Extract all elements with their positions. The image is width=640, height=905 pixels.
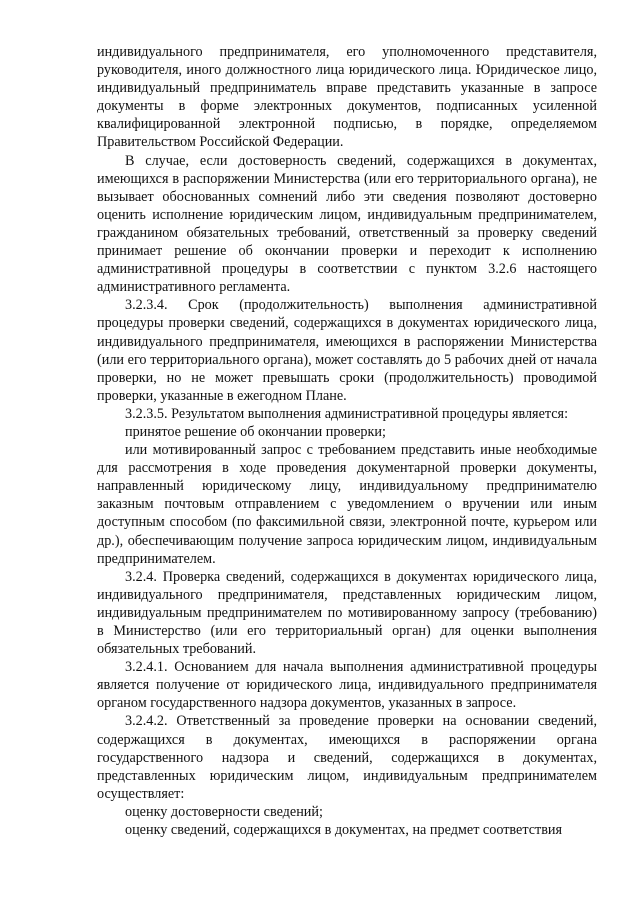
paragraph-3-2-4: 3.2.4. Проверка сведений, содержащихся в документах юридического лица, индивидуального предпринимателя, представленных юридическим лицом, индивидуальным предпринимателем по мотивированному запросу (требованию) в Министерство (или его территориальный орган) для оценки выполнения обязательных требований. bbox=[97, 568, 597, 658]
paragraph-3-2-4-1: 3.2.4.1. Основанием для начала выполнения административной процедуры является получение от юридического лица, индивидуального предпринимателя органом государственного надзора документов, указанных в запросе. bbox=[97, 659, 597, 712]
paragraph-compliance-assessment: оценку сведений, содержащихся в документах, на предмет соответствия bbox=[125, 822, 563, 839]
paragraph-reliability-assessment: оценку достоверности сведений; bbox=[125, 803, 323, 820]
document-page bbox=[97, 43, 597, 839]
paragraph-3-2-3-4: 3.2.3.4. Срок (продолжительность) выполнения административной процедуры проверки сведений, содержащихся в документах юридического лица, индивидуального предпринимателя, имеющихся в распоряжении Министерства (или его территориального органа), может составлять до 5 рабочих дней от начала проверки, но не может превышать сроки (продолжительность) проводимой проверки, указанные в ежегодном Плане. bbox=[97, 297, 597, 404]
paragraph-motivated-request: или мотивированный запрос с требованием представить иные необходимые для рассмотрения в ходе проведения документарной проверки документы, направленный юридическому лицу, индивидуальному предпринимателю заказным почтовым отправлением с уведомлением о вручении или иным доступным способом (по факсимильной связи, электронной почте, курьером или др.), обеспечивающим получение запроса юридическим лицом, индивидуальным предпринимателем. bbox=[97, 442, 597, 567]
paragraph-3-2-3-5: 3.2.3.5. Результатом выполнения административной процедуры является: bbox=[125, 405, 569, 422]
paragraph-reliability-case: В случае, если достоверность сведений, содержащихся в документах, имеющихся в распоряжении Министерства (или его территориального органа), не вызывает обоснованных сомнений либо эти сведения позволяют достоверно оценить исполнение юридическим лицом, индивидуальным предпринимателем, гражданином обязательных требований, ответственный за проверку сведений принимает решение об окончании проверки и переходит к исполнению административной процедуры в соответствии с пунктом 3.2.6 настоящего административного регламента. bbox=[97, 152, 597, 296]
paragraph-decision-end: принятое решение об окончании проверки; bbox=[125, 423, 386, 440]
paragraph-3-2-4-2: 3.2.4.2. Ответственный за проведение проверки на основании сведений, содержащихся в документах, имеющихся в распоряжении органа государственного надзора и сведений, содержащихся в документах, представленных юридическим лицом, индивидуальным предпринимателем осуществляет: bbox=[97, 713, 597, 802]
paragraph-continuation: индивидуального предпринимателя, его уполномоченного представителя, руководителя, иного должностного лица юридического лица. Юридическое лицо, индивидуальный предприниматель вправе представить указанные в запросе документы в форме электронных документов, подписанных усиленной квалифицированной электронной подписью, в порядке, определяемом Правительством Российской Федерации. bbox=[97, 44, 597, 151]
